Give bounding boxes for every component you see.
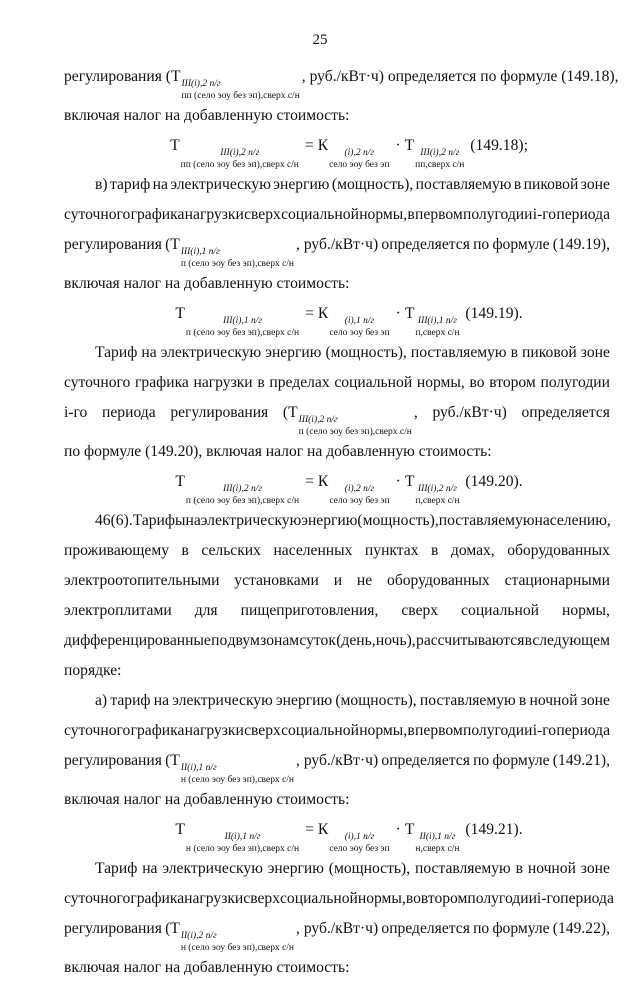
text-line: электроплитами для пищеприготовления, сверх социальной нормы, <box>64 602 610 619</box>
text-line: регулирования (Т II(i),1 п/г н (село эоу без эп),сверх с/н , руб./кВт·ч) определяется по формуле (149.21), <box>64 752 610 785</box>
text-line: по формуле (149.20), включая налог на добавленную стоимость: <box>64 443 492 460</box>
text-line: i-го периода регулирования (Т III(i),2 п/г п (село эоу без эп),сверх с/н , руб./кВт·ч) определяется <box>64 404 610 437</box>
text-line: Тариф на электрическую энергию (мощность), поставляемую в пиковой зоне <box>95 344 610 361</box>
text-line: суточного графика нагрузки сверх социальной нормы, в первом полугодии i-го периода <box>64 722 610 739</box>
text-line: регулирования (Т II(i),2 п/г н (село эоу без эп),сверх с/н , руб./кВт·ч) определяется по формуле (149.22), <box>64 920 610 953</box>
text-line: в) тариф на электрическую энергию (мощность), поставляемую в пиковой зоне <box>95 176 610 193</box>
text-line: а) тариф на электрическую энергию (мощность), поставляемую в ночной зоне <box>95 692 610 709</box>
text-line: проживающему в сельских населенных пунктах в домах, оборудованных <box>64 542 610 559</box>
text-line: суточного графика нагрузки сверх социальной нормы, во втором полугодии i-го периода <box>64 890 614 907</box>
text-line: регулирования (Т III(i),2 п/г пп (село эоу без эп),сверх с/н , руб./кВт·ч) определяется по формуле (149.18), <box>64 68 619 101</box>
text-line: 46(6). Тарифы на электрическую энергию (мощность), поставляемую населению, <box>95 512 611 529</box>
text-line: дифференцированные по двум зонам суток (день, ночь), рассчитываются в следующем <box>64 632 610 649</box>
text-line: включая налог на добавленную стоимость: <box>64 107 350 124</box>
text-line: включая налог на добавленную стоимость: <box>64 791 350 808</box>
text-line: включая налог на добавленную стоимость: <box>64 959 350 976</box>
text-line: регулирования (Т III(i),1 п/г п (село эоу без эп),сверх с/н , руб./кВт·ч) определяется по формуле (149.19), <box>64 236 610 269</box>
text-line: суточного графика нагрузки сверх социальной нормы, в первом полугодии i-го периода <box>64 206 610 223</box>
text-line: Тариф на электрическую энергию (мощность), поставляемую в ночной зоне <box>95 860 610 877</box>
text-line: электроотопительными установками и не оборудованных стационарными <box>64 572 610 589</box>
text-line: порядке: <box>64 662 122 679</box>
formula-149-18: Т III(i),2 п/г пп (село эоу без эп),сверх с/н = К (i),2 п/г село эоу без эп · Т III(i),2 п/г пп,сверх с/н (149.18); <box>170 137 528 170</box>
text-line: суточного графика нагрузки в пределах социальной нормы, во втором полугодии <box>64 374 610 391</box>
text-line: включая налог на добавленную стоимость: <box>64 275 350 292</box>
page-number: 25 <box>312 32 328 48</box>
formula-149-21: Т II(i),1 п/г н (село эоу без эп),сверх с/н = К (i),1 п/г село эоу без эп · Т II(i),1 п/г н,сверх с/н (149.21). <box>175 821 523 854</box>
formula-149-20: Т III(i),2 п/г п (село эоу без эп),сверх с/н = К (i),2 п/г село эоу без эп · Т III(i),2 п/г п,сверх с/н (149.20). <box>175 473 523 506</box>
formula-149-19: Т III(i),1 п/г п (село эоу без эп),сверх с/н = К (i),1 п/г село эоу без эп · Т III(i),1 п/г п,сверх с/н (149.19). <box>175 305 523 338</box>
document-body <box>64 62 619 983</box>
